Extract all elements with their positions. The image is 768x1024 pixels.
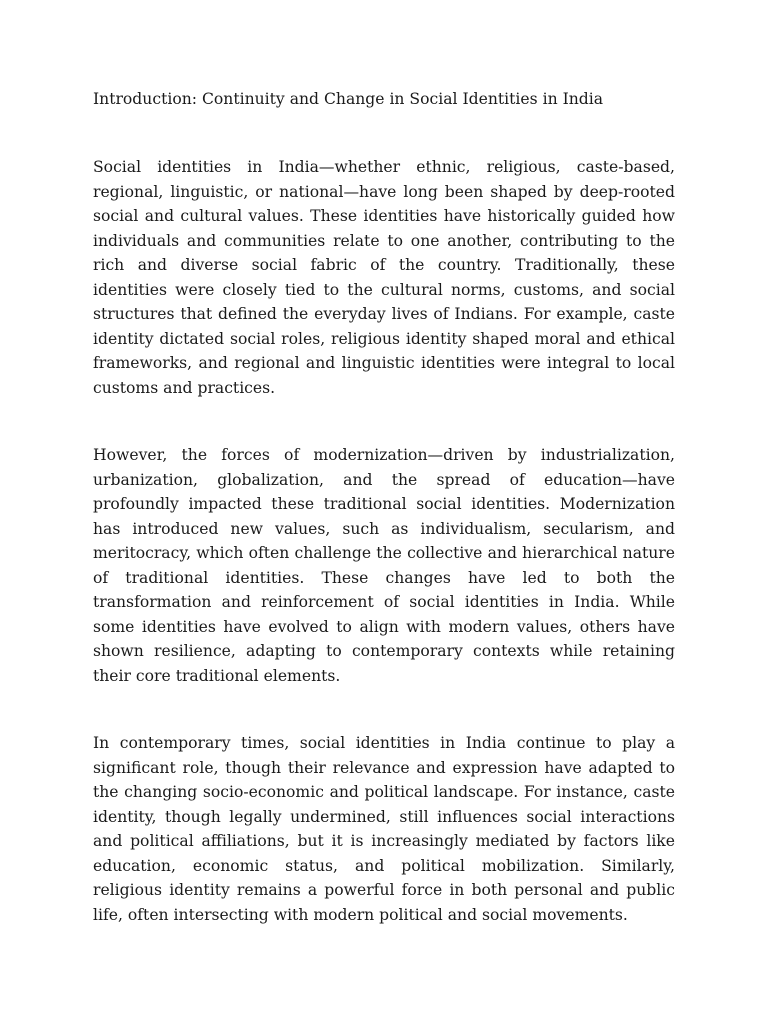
paragraph-1: Social identities in India—whether ethnic, religious, caste-based, regional, linguistic, or national—have long been shaped by deep-rooted social and cultural values. These identities have historically guided how individuals and communities relate to one another, contributing to the rich and diverse social fabric of the country. Traditionally, these identities were closely tied to the cultural norms, customs, and social structures that defined the everyday lives of Indians. For example, caste identity dictated social roles, religious identity shaped moral and ethical frameworks, and regional and linguistic identities were integral to local customs and practices. (93, 158, 675, 397)
paragraph-2: However, the forces of modernization—driven by industrialization, urbanization, globalization, and the spread of education—have profoundly impacted these traditional social identities. Modernization has introduced new values, such as individualism, secularism, and meritocracy, which often challenge the collective and hierarchical nature of traditional identities. These changes have led to both the transformation and reinforcement of social identities in India. While some identities have evolved to align with modern values, others have shown resilience, adapting to contemporary contexts while retaining their core traditional elements. (93, 446, 675, 685)
document-title: Introduction: Continuity and Change in Social Identities in India (93, 90, 604, 108)
paragraph-3: In contemporary times, social identities in India continue to play a significant role, though their relevance and expression have adapted to the changing socio-economic and political landscape. For instance, caste identity, though legally undermined, still influences social interactions and political affiliations, but it is increasingly mediated by factors like education, economic status, and political mobilization. Similarly, religious identity remains a powerful force in both personal and public life, often intersecting with modern political and social movements. (93, 734, 675, 924)
